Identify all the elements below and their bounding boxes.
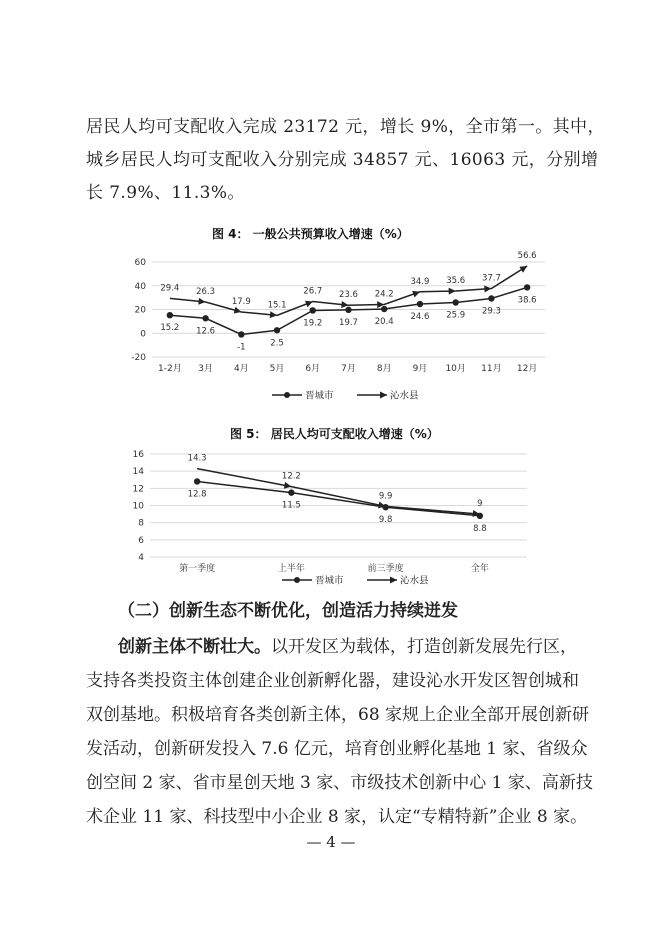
data-label: 24.2 bbox=[374, 289, 394, 300]
x-tick-label: 全年 bbox=[470, 564, 489, 574]
x-tick-label: 5月 bbox=[269, 364, 285, 374]
y-tick-label: 14 bbox=[132, 467, 144, 478]
series-1-point bbox=[488, 295, 494, 301]
data-label: 24.6 bbox=[410, 312, 430, 323]
lead-rest: 以开发区为载体，打造创新发展先行区， bbox=[271, 637, 577, 657]
data-label: 38.6 bbox=[517, 295, 537, 306]
data-label: 12.8 bbox=[187, 489, 207, 500]
data-label: 12.2 bbox=[281, 471, 301, 482]
data-label: 23.6 bbox=[339, 290, 358, 301]
x-tick-label: 9月 bbox=[412, 364, 428, 374]
series-1-point bbox=[452, 299, 458, 305]
x-tick-label: 3月 bbox=[198, 364, 213, 374]
data-label: 14.3 bbox=[187, 453, 207, 464]
data-label: 17.9 bbox=[231, 296, 251, 307]
y-tick-label: 60 bbox=[134, 258, 146, 268]
y-tick-label: 4 bbox=[138, 553, 144, 563]
series-2-arrowhead bbox=[270, 311, 277, 318]
data-label: 37.7 bbox=[481, 273, 501, 284]
legend-arrow-icon bbox=[390, 577, 397, 584]
data-label: -1 bbox=[237, 342, 246, 353]
page-number: — 4 — bbox=[306, 833, 356, 851]
data-label: 8.8 bbox=[473, 523, 487, 534]
data-label: 26.3 bbox=[196, 287, 216, 298]
section-line-5: 创空间 2 家、省市星创天地 3 家、市级技术创新中心 1 家、高新技 bbox=[86, 773, 593, 793]
data-label: 19.2 bbox=[303, 318, 323, 329]
data-label: 15.2 bbox=[160, 323, 180, 334]
section-line-1 bbox=[118, 630, 577, 664]
data-label: 9.9 bbox=[378, 491, 393, 502]
series-1-point bbox=[417, 301, 423, 307]
data-label: 34.9 bbox=[410, 276, 430, 287]
intro-line-3: 长 7.9%、11.3%。 bbox=[86, 183, 245, 203]
chart-5 bbox=[100, 424, 560, 589]
intro-line-1: 居民人均可支配收入完成 23172 元，增长 9%，全市第一。其中， bbox=[86, 117, 605, 137]
x-tick-label: 4月 bbox=[233, 364, 249, 374]
x-tick-label: 11月 bbox=[481, 364, 502, 374]
series-1-point bbox=[194, 478, 200, 484]
section-line-2: 支持各类投资主体创建企业创新孵化器，建设沁水开发区智创城和 bbox=[86, 671, 579, 691]
x-tick-label: 6月 bbox=[305, 364, 321, 374]
data-label: 29.3 bbox=[481, 306, 501, 317]
y-tick-label: 0 bbox=[140, 329, 146, 340]
series-1-point bbox=[167, 312, 173, 318]
chart-title: 图 4： 一般公共预算收入增速（%） bbox=[212, 227, 409, 241]
data-label: 19.7 bbox=[339, 317, 358, 328]
series-1-point bbox=[524, 284, 530, 290]
data-label: 29.4 bbox=[160, 283, 180, 294]
series-1-point bbox=[345, 307, 351, 313]
x-tick-label: 12月 bbox=[516, 364, 538, 374]
data-label: 20.4 bbox=[374, 317, 394, 328]
section-line-6: 术企业 11 家、科技型中小企业 8 家，认定“专精特新”企业 8 家。 bbox=[86, 807, 588, 827]
section-line-4: 发活动，创新研发投入 7.6 亿元，培育创业孵化基地 1 家、省级众 bbox=[86, 739, 588, 759]
data-label: 12.6 bbox=[196, 326, 216, 337]
series-1-point bbox=[288, 489, 294, 495]
x-tick-label: 1-2月 bbox=[158, 364, 182, 374]
series-2-arrowhead bbox=[284, 482, 292, 489]
intro-line-2: 城乡居民人均可支配收入分别完成 34857 元、16063 元，分别增 bbox=[86, 150, 599, 170]
section-heading: （二）创新生态不断优化，创造活力持续迸发 bbox=[118, 601, 458, 621]
legend-label: 晋城市 bbox=[305, 390, 334, 402]
chart-title: 图 5： 居民人均可支配收入增速（%） bbox=[230, 427, 439, 441]
series-1-point bbox=[238, 331, 244, 337]
y-tick-label: -20 bbox=[131, 353, 146, 363]
y-tick-label: 10 bbox=[132, 501, 144, 512]
x-tick-label: 上半年 bbox=[277, 564, 305, 574]
x-tick-label: 8月 bbox=[376, 364, 392, 374]
series-1-point bbox=[274, 327, 280, 333]
data-label: 9.8 bbox=[378, 515, 393, 526]
legend-arrow-icon bbox=[380, 392, 387, 399]
data-label: 25.9 bbox=[446, 310, 466, 321]
x-tick-label: 第一季度 bbox=[179, 564, 216, 574]
data-label: 15.1 bbox=[267, 300, 287, 311]
data-label: 35.6 bbox=[446, 275, 466, 286]
y-tick-label: 20 bbox=[134, 305, 146, 316]
x-tick-label: 10月 bbox=[445, 364, 466, 374]
y-tick-label: 8 bbox=[138, 518, 144, 529]
y-tick-label: 12 bbox=[132, 484, 144, 495]
series-1-point bbox=[310, 307, 316, 313]
y-tick-label: 16 bbox=[132, 450, 144, 460]
legend-circle-icon bbox=[294, 577, 300, 583]
y-tick-label: 40 bbox=[134, 281, 146, 292]
lead-bold: 创新主体不断壮大。 bbox=[118, 637, 271, 657]
legend-label: 晋城市 bbox=[315, 575, 344, 587]
x-tick-label: 7月 bbox=[341, 364, 356, 374]
series-2-arrowhead bbox=[234, 307, 242, 314]
x-tick-label: 前三季度 bbox=[367, 564, 404, 574]
series-2-arrowhead bbox=[449, 288, 456, 295]
data-label: 2.5 bbox=[270, 338, 284, 349]
section-line-3: 双创基地。积极培育各类创新主体，68 家规上企业全部开展创新研 bbox=[86, 705, 590, 725]
series-line-2 bbox=[197, 469, 483, 514]
legend-circle-icon bbox=[284, 392, 290, 398]
series-2-arrowhead bbox=[484, 285, 491, 292]
data-label: 56.6 bbox=[517, 251, 537, 262]
y-tick-label: 6 bbox=[138, 535, 144, 546]
legend-label: 沁水县 bbox=[390, 390, 419, 402]
data-label: 26.7 bbox=[303, 286, 323, 297]
chart-4 bbox=[100, 224, 560, 409]
legend-label: 沁水县 bbox=[400, 575, 429, 587]
data-label: 9 bbox=[477, 499, 483, 510]
data-label: 11.5 bbox=[281, 500, 301, 511]
series-1-point bbox=[381, 306, 387, 312]
series-1-point bbox=[202, 315, 208, 321]
